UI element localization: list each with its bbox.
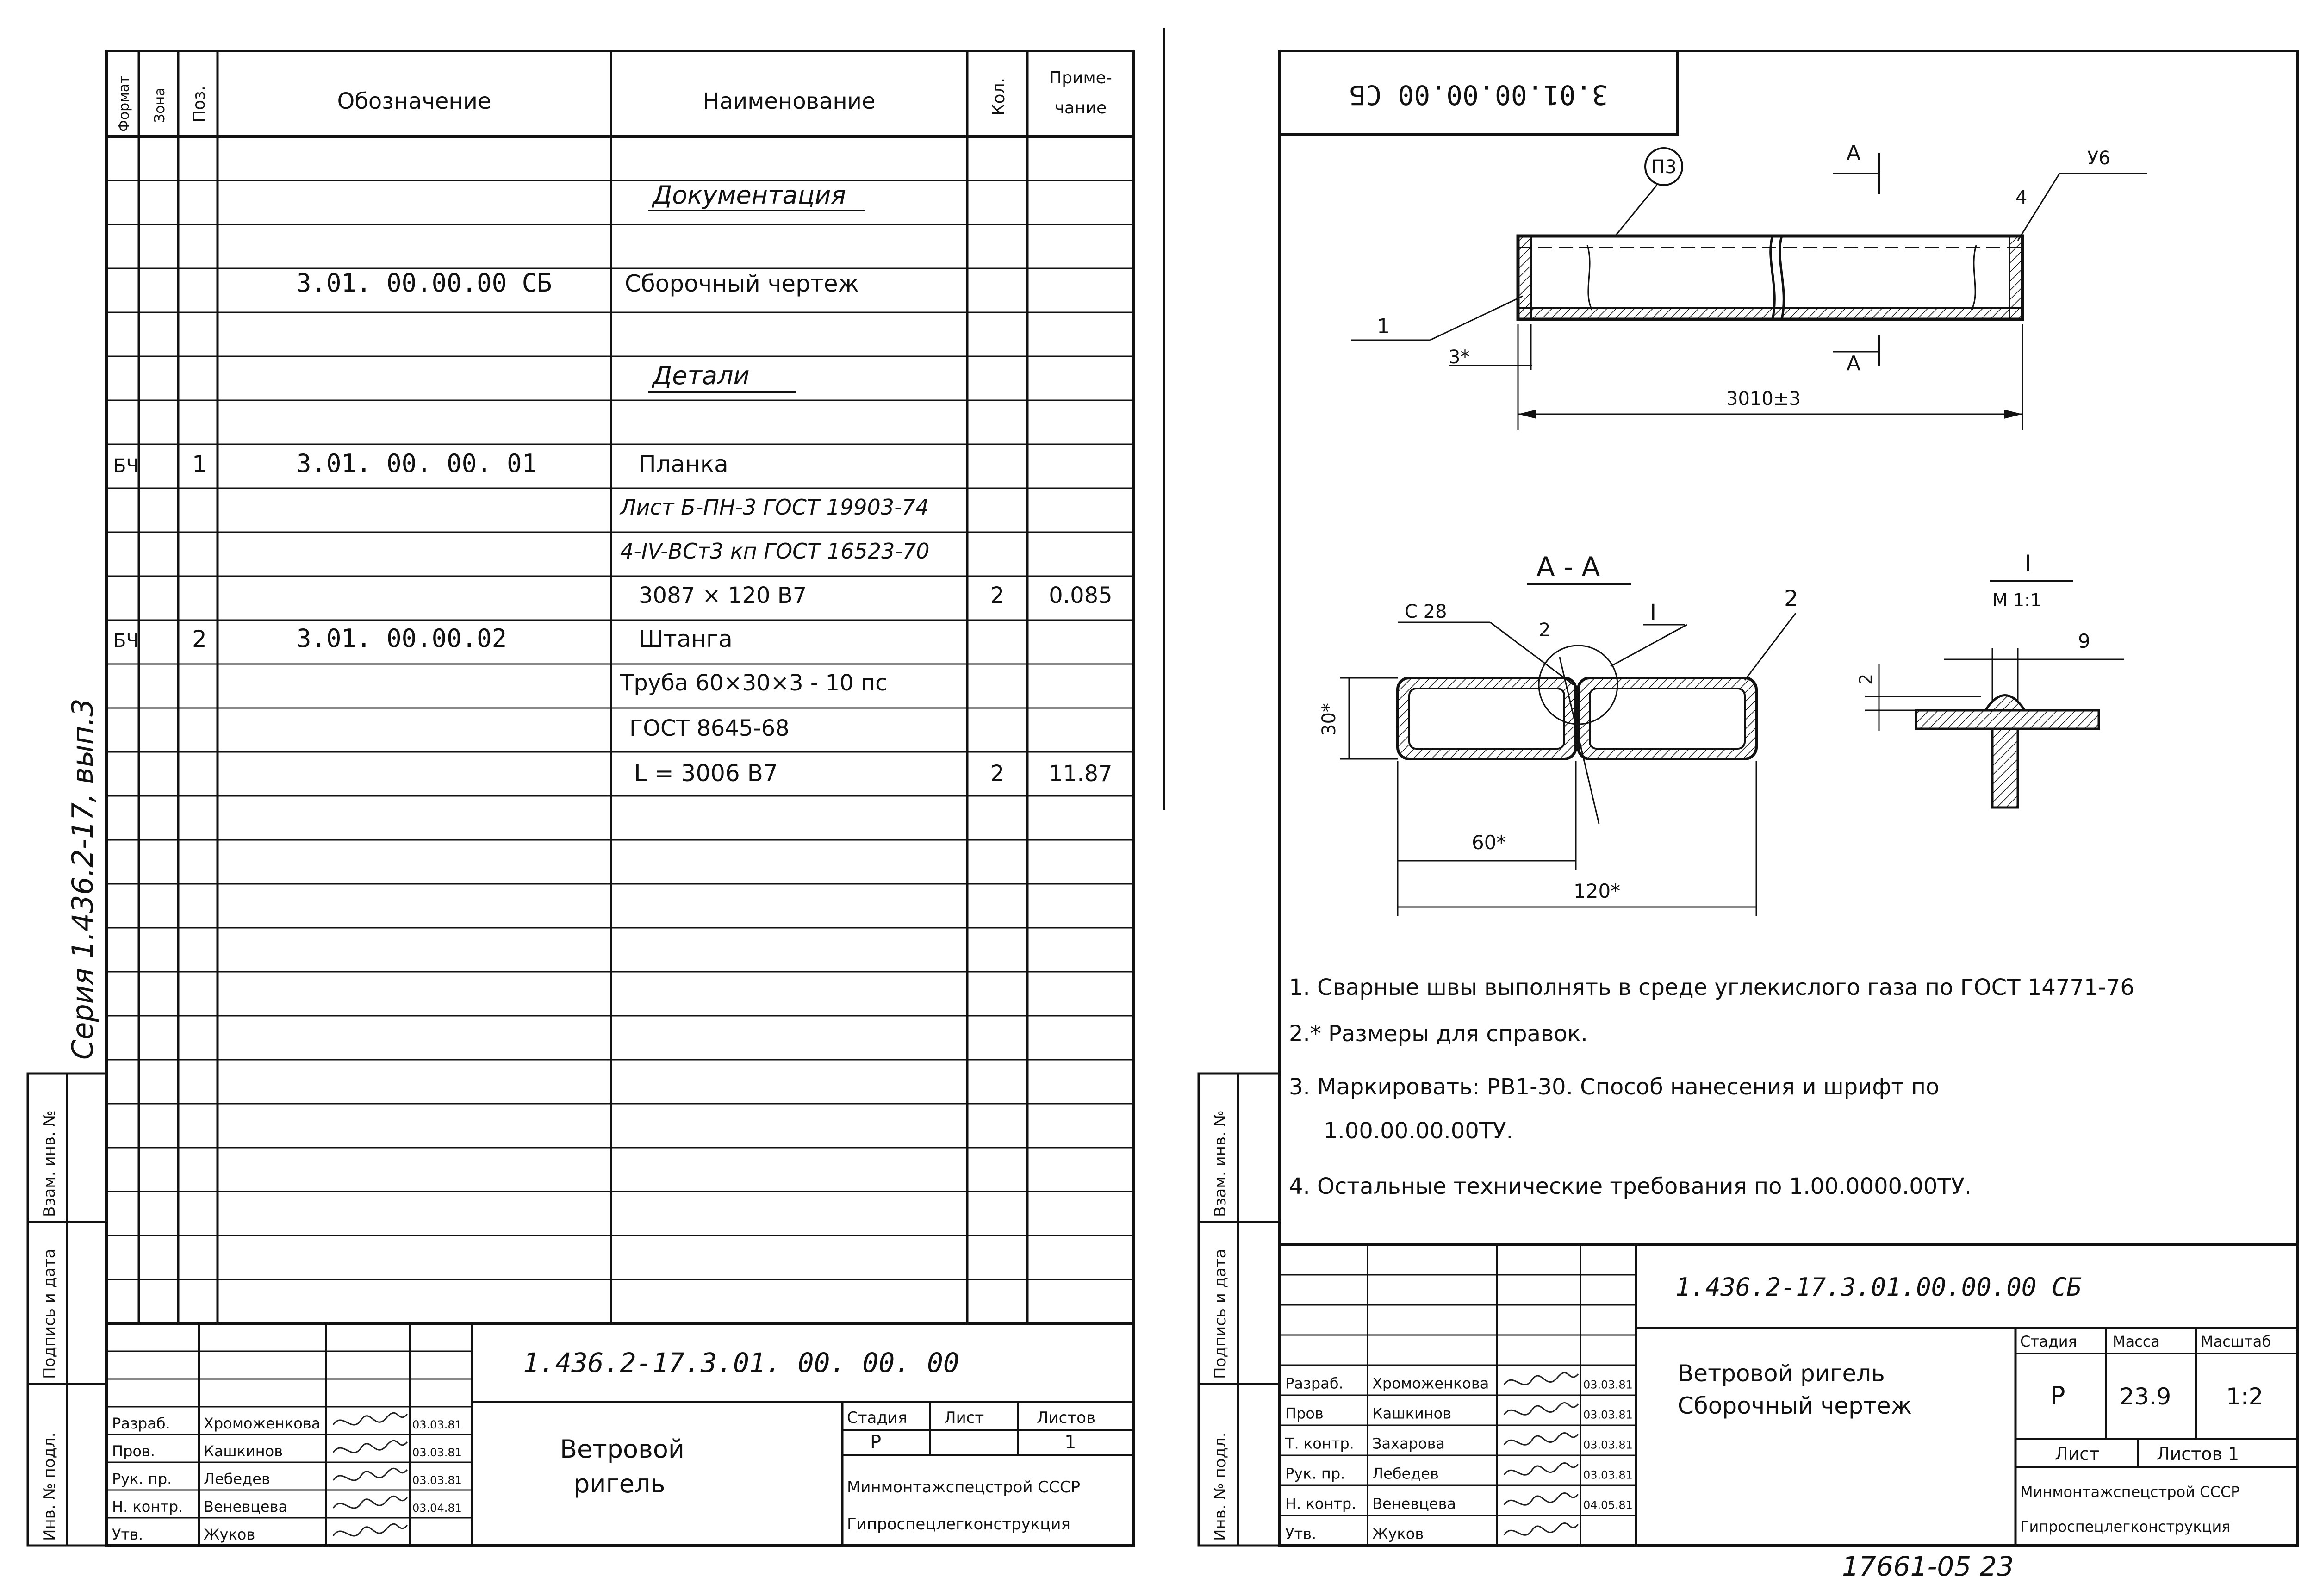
row-details: Детали xyxy=(653,361,750,390)
header-oboznachenie: Обозначение xyxy=(337,88,491,114)
right-stadia-label: Стадия xyxy=(2020,1333,2077,1350)
detail-dim-9: 9 xyxy=(2078,630,2090,652)
left-sheet xyxy=(28,51,1134,1546)
role-name: Веневцева xyxy=(1372,1495,1456,1513)
stamp-vzam-inv: Взам. инв. № xyxy=(40,1110,59,1217)
role-name: Лебедев xyxy=(204,1470,270,1488)
role-date: 03.03.81 xyxy=(1583,1438,1633,1452)
dim-120: 120* xyxy=(1574,880,1621,902)
left-stadia-label: Стадия xyxy=(847,1409,908,1427)
left-side-stamp xyxy=(28,698,106,1546)
row-sb-name: Сборочный чертеж xyxy=(625,270,859,297)
role-name: Лебедев xyxy=(1372,1465,1439,1483)
row1-qty: 2 xyxy=(990,583,1005,609)
mark-1: 1 xyxy=(1377,315,1390,338)
left-listov-label: Листов xyxy=(1037,1409,1096,1427)
header-format: Формат xyxy=(116,75,132,132)
row1-name: Планка xyxy=(639,451,728,478)
right-sheet-frame xyxy=(1280,51,2298,1546)
header-kol: Кол. xyxy=(989,77,1008,116)
left-title-block xyxy=(106,1323,1134,1546)
role-name: Захарова xyxy=(1372,1435,1445,1453)
left-list-label: Лист xyxy=(944,1409,984,1427)
row2-name: Штанга xyxy=(639,626,733,652)
end-plate-left xyxy=(1518,236,1531,319)
signature-mark xyxy=(333,1496,407,1508)
section-view xyxy=(1319,551,1798,916)
role-label: Н. контр. xyxy=(112,1497,183,1515)
note-3-cont: 1.00.00.00.00ТУ. xyxy=(1324,1118,1513,1144)
role-label: Н. контр. xyxy=(1285,1495,1356,1513)
left-stadia-value: Р xyxy=(870,1432,882,1453)
role-label: Утв. xyxy=(1285,1525,1317,1543)
role-label: Разраб. xyxy=(112,1414,170,1432)
mark-4: 4 xyxy=(2015,187,2028,208)
detail-title: I xyxy=(2025,550,2032,577)
role-name: Хроможенкова xyxy=(1372,1374,1489,1392)
right-title-2: Сборочный чертеж xyxy=(1678,1392,1912,1419)
header-zona: Зона xyxy=(152,87,168,123)
stamp-vzam-inv-r: Взам. инв. № xyxy=(1211,1110,1230,1217)
dim-30: 30* xyxy=(1319,703,1340,736)
detail-view xyxy=(1856,550,2124,807)
section-a-bottom: А xyxy=(1847,352,1861,375)
row-documentation: Документация xyxy=(653,180,846,210)
row-material-steel: 4-IV-ВСт3 кп ГОСТ 16523-70 xyxy=(620,539,930,564)
role-name: Веневцева xyxy=(204,1497,288,1515)
stamp-podpis-data-r: Подпись и дата xyxy=(1211,1248,1230,1379)
right-stadia-value: Р xyxy=(2050,1381,2065,1410)
detail-rib xyxy=(1992,729,2018,807)
row2-format: БЧ xyxy=(113,630,139,652)
role-label: Пров xyxy=(1285,1404,1324,1422)
row1-designation: 3.01. 00. 00. 01 xyxy=(296,449,537,478)
left-title-2: ригель xyxy=(574,1469,666,1498)
role-label: Т. контр. xyxy=(1285,1435,1354,1453)
header-poz: Поз. xyxy=(190,86,209,123)
signature-mark xyxy=(1504,1373,1578,1385)
role-label: Утв. xyxy=(112,1525,143,1543)
view-i: I xyxy=(1650,600,1657,626)
signature-mark xyxy=(1504,1523,1578,1535)
dim-60: 60* xyxy=(1472,831,1506,854)
role-date: 03.03.81 xyxy=(412,1418,462,1431)
section-a-top: А xyxy=(1847,141,1861,165)
note-4: 4. Остальные технические требования по 1.00.0000.00ТУ. xyxy=(1289,1174,1972,1199)
right-massa-label: Масса xyxy=(2113,1333,2160,1350)
role-date: 04.05.81 xyxy=(1583,1498,1633,1512)
right-title-block xyxy=(1280,1245,2298,1546)
right-org-1: Минмонтажспецстрой СССР xyxy=(2020,1483,2240,1501)
signature-mark xyxy=(1504,1493,1578,1505)
role-name: Хроможенкова xyxy=(204,1414,321,1432)
header-naimenovanie: Наименование xyxy=(703,88,876,114)
row2-pos: 2 xyxy=(192,626,207,652)
stamp-inv-podl: Инв. № подл. xyxy=(40,1432,59,1541)
role-label: Рук. пр. xyxy=(1285,1465,1345,1483)
end-plate-right xyxy=(2009,236,2022,319)
signature-mark xyxy=(333,1441,407,1453)
right-org-2: Гипроспецлегконструкция xyxy=(2020,1518,2231,1535)
dim-3: 3* xyxy=(1449,347,1470,368)
note-1: 1. Сварные швы выполнять в среде углекислого газа по ГОСТ 14771-76 xyxy=(1289,975,2134,1000)
row-length: L = 3006 В7 xyxy=(634,760,778,787)
stamp-inv-podl-r: Инв. № подл. xyxy=(1211,1432,1230,1541)
role-date: 03.03.81 xyxy=(1583,1378,1633,1391)
role-name: Кашкинов xyxy=(204,1442,283,1460)
role-date: 03.03.81 xyxy=(1583,1408,1633,1422)
mark-2a: 2 xyxy=(1539,620,1551,641)
dim-3010: 3010±3 xyxy=(1726,388,1801,410)
signature-mark xyxy=(1504,1433,1578,1445)
role-name: Жуков xyxy=(1372,1525,1424,1543)
signature-mark xyxy=(333,1524,407,1536)
main-view xyxy=(1351,141,2147,430)
note-2: 2.* Размеры для справок. xyxy=(1289,1021,1588,1047)
role-date: 03.03.81 xyxy=(412,1446,462,1459)
label-c28: С 28 xyxy=(1405,601,1447,622)
role-name: Жуков xyxy=(204,1525,255,1543)
stamp-podpis-data: Подпись и дата xyxy=(40,1248,59,1379)
signature-mark xyxy=(333,1413,407,1425)
series-label: Серия 1.436.2-17, вып.3 xyxy=(66,698,100,1060)
left-listov-value: 1 xyxy=(1064,1432,1076,1453)
role-label: Пров. xyxy=(112,1442,155,1460)
row2-qty: 2 xyxy=(990,761,1005,787)
right-sheet xyxy=(1199,51,2298,1582)
detail-dim-2: 2 xyxy=(1856,673,1876,685)
right-masshtab-value: 1:2 xyxy=(2226,1383,2264,1410)
role-name: Кашкинов xyxy=(1372,1404,1452,1422)
right-title-1: Ветровой ригель xyxy=(1678,1360,1885,1387)
mark-2b: 2 xyxy=(1784,586,1798,612)
detail-plate xyxy=(1916,710,2099,729)
leader-p3: П3 xyxy=(1651,156,1677,178)
spec-row-lines xyxy=(106,180,1134,1279)
right-massa-value: 23.9 xyxy=(2120,1383,2171,1410)
right-list-label: Лист xyxy=(2055,1444,2100,1464)
signature-mark xyxy=(1504,1463,1578,1475)
left-doc-code: 1.436.2-17.3.01. 00. 00. 00 xyxy=(523,1347,959,1379)
role-date: 03.04.81 xyxy=(412,1501,462,1515)
row1-pos: 1 xyxy=(192,451,207,478)
section-title: А - А xyxy=(1536,551,1600,583)
role-date: 03.03.81 xyxy=(1583,1468,1633,1482)
signature-mark xyxy=(1504,1403,1578,1415)
row-sb-designation: 3.01. 00.00.00 СБ xyxy=(296,268,552,298)
row-gost-pipe: ГОСТ 8645-68 xyxy=(629,715,790,741)
row-material-sheet: Лист Б-ПН-3 ГОСТ 19903-74 xyxy=(620,495,929,520)
header-primechanie-2: чание xyxy=(1054,99,1107,118)
left-org-2: Гипроспецлегконструкция xyxy=(847,1515,1070,1534)
plate-hatch xyxy=(1518,308,2022,319)
spec-rows xyxy=(113,180,1113,787)
archive-number: 17661-05 23 xyxy=(1842,1551,2014,1582)
technical-notes xyxy=(1289,975,2134,1199)
right-side-stamp xyxy=(1199,1074,1280,1546)
corner-code: 3.01.00.00.00 СБ xyxy=(1349,79,1608,111)
weld-y6: У6 xyxy=(2087,148,2110,169)
detail-scale: М 1:1 xyxy=(1992,590,2042,610)
row1-note: 0.085 xyxy=(1049,583,1113,609)
spec-column-lines xyxy=(139,51,1027,1323)
left-tb-row-lines xyxy=(106,1351,472,1518)
right-doc-code: 1.436.2-17.3.01.00.00.00 СБ xyxy=(1675,1273,2082,1302)
row-size: 3087 × 120 В7 xyxy=(639,583,807,609)
header-primechanie-1: Приме- xyxy=(1049,68,1112,87)
row2-note: 11.87 xyxy=(1049,761,1113,787)
left-org-1: Минмонтажспецстрой СССР xyxy=(847,1478,1081,1497)
role-label: Рук. пр. xyxy=(112,1470,172,1488)
role-date: 03.03.81 xyxy=(412,1473,462,1487)
left-title-1: Ветровой xyxy=(560,1435,684,1464)
left-sheet-frame xyxy=(106,51,1134,1546)
right-listov-label: Листов 1 xyxy=(2157,1444,2239,1464)
spec-header xyxy=(116,68,1112,132)
row-pipe: Труба 60×30×3 - 10 пс xyxy=(620,670,888,696)
row1-format: БЧ xyxy=(113,455,139,477)
row2-designation: 3.01. 00.00.02 xyxy=(296,624,507,653)
right-masshtab-label: Масштаб xyxy=(2201,1333,2271,1350)
role-label: Разраб. xyxy=(1285,1374,1344,1392)
signature-mark xyxy=(333,1468,407,1480)
detail-weld xyxy=(1985,696,2025,711)
note-3: 3. Маркировать: РВ1-30. Способ нанесения и шрифт по xyxy=(1289,1074,1940,1100)
